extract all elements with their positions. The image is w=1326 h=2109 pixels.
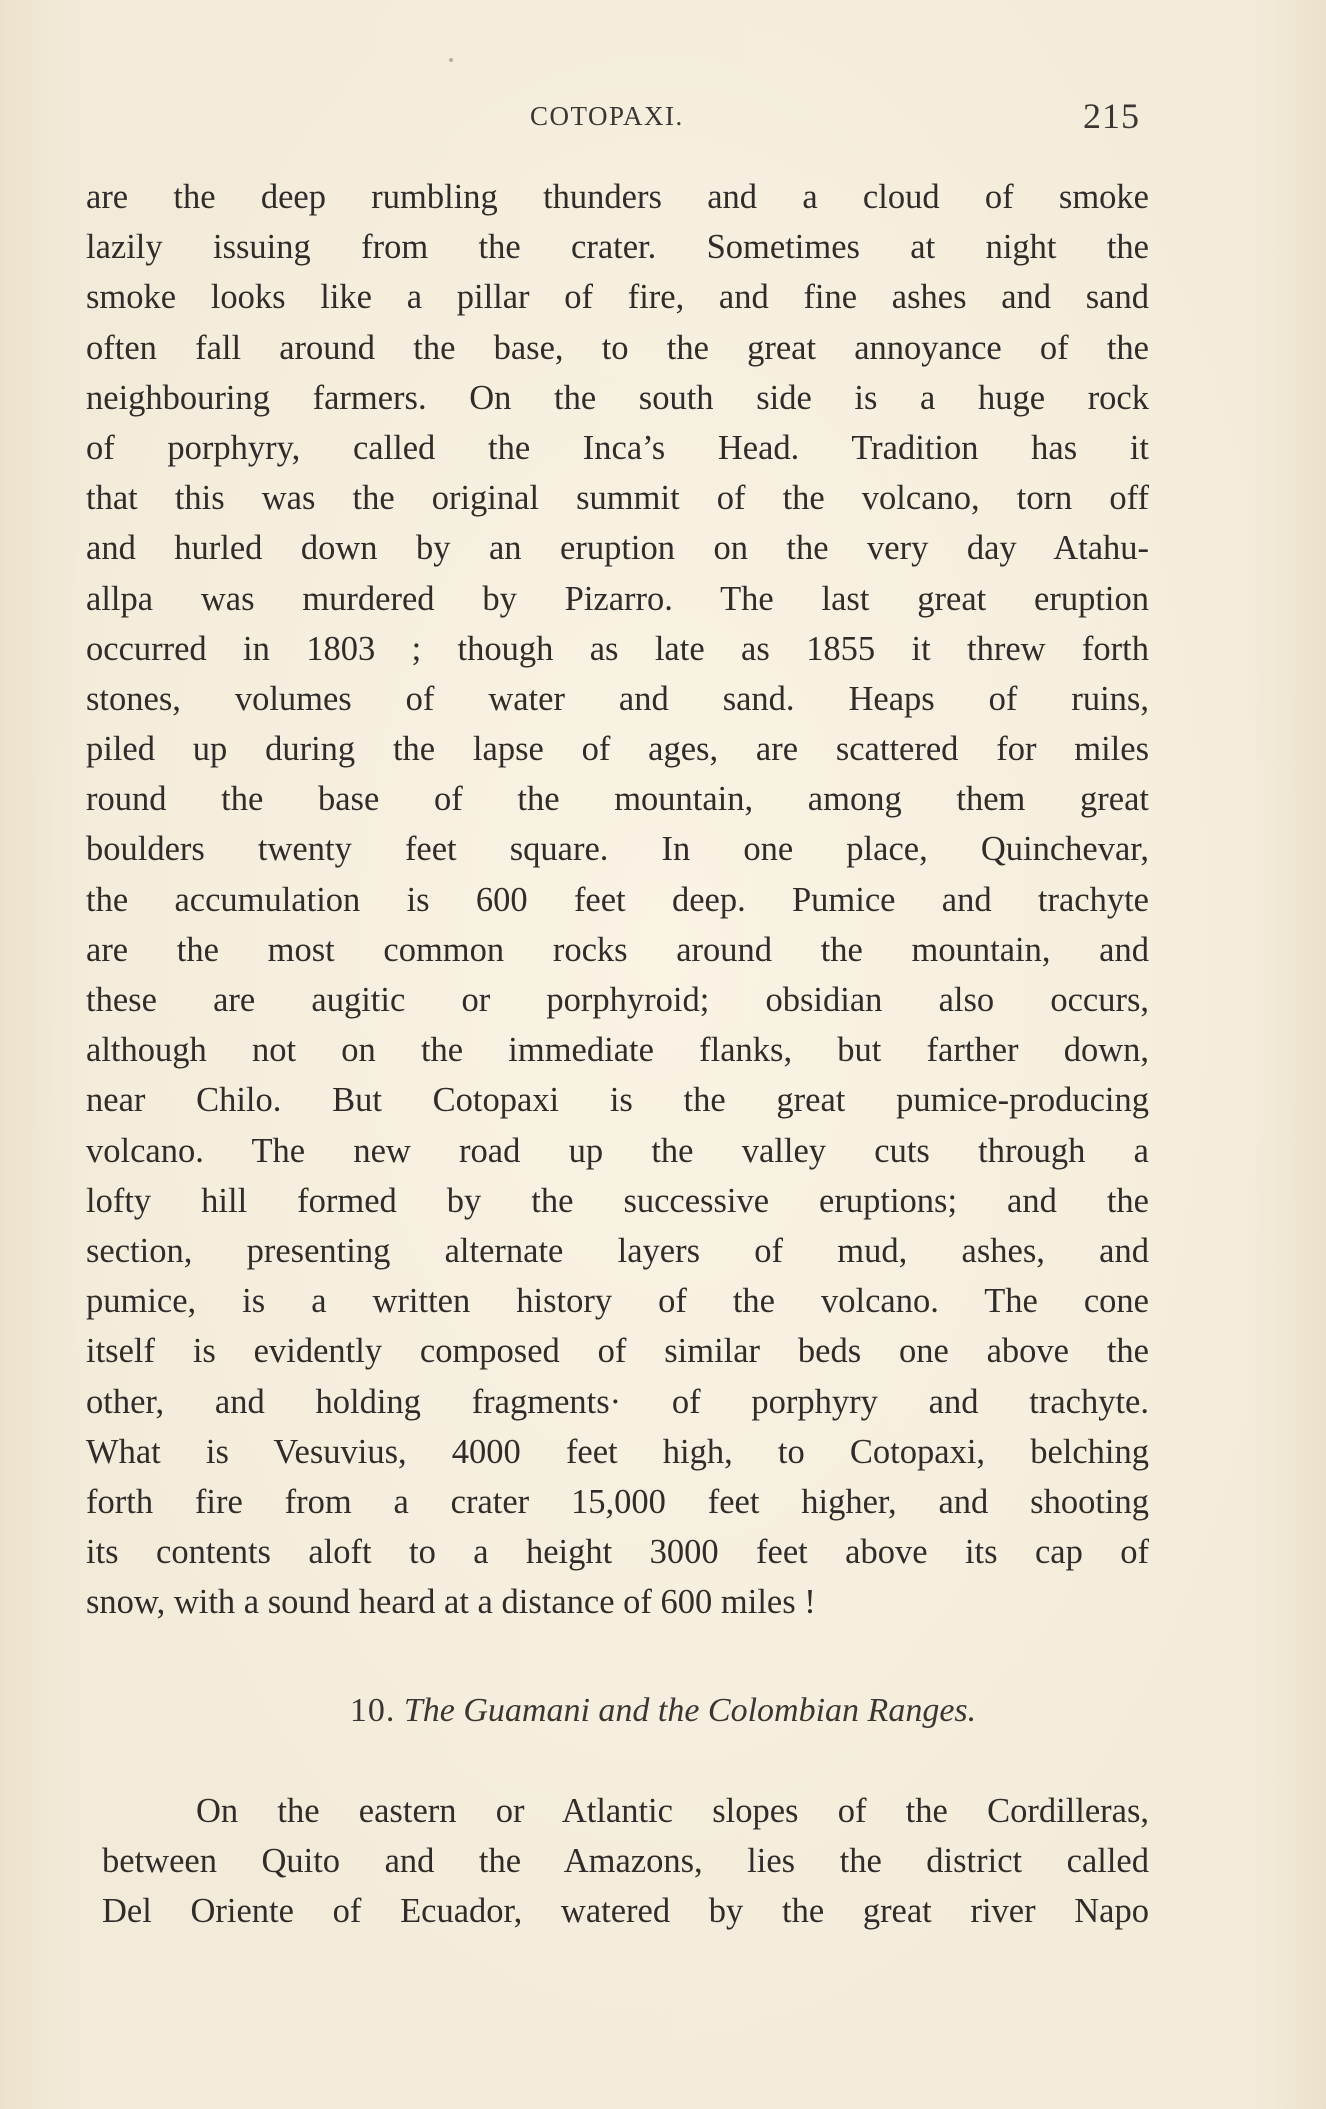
text-line: snow, with a sound heard at a distance of 600 miles ! <box>86 1583 816 1622</box>
text-line: are the most common rocks around the mountain, and <box>86 930 1149 969</box>
text-line: Del Oriente of Ecuador, watered by the great river Napo <box>102 1892 1149 1931</box>
text-line: occurred in 1803 ; though as late as 1855 it threw forth <box>86 629 1149 668</box>
section-heading <box>0 1692 1326 1730</box>
text-line: between Quito and the Amazons, lies the district called <box>102 1842 1149 1881</box>
text-line: On the eastern or Atlantic slopes of the Cordilleras, <box>196 1792 1149 1830</box>
text-line: stones, volumes of water and sand. Heaps of ruins, <box>86 679 1149 718</box>
text-line: often fall around the base, to the great annoyance of the <box>86 328 1149 367</box>
text-line: of porphyry, called the Inca’s Head. Tradition has it <box>86 428 1149 467</box>
text-line: the accumulation is 600 feet deep. Pumice and trachyte <box>86 880 1149 919</box>
text-line: other, and holding fragments· of porphyry and trachyte. <box>86 1382 1149 1421</box>
text-line: lazily issuing from the crater. Sometimes at night the <box>86 228 1149 267</box>
text-line: these are augitic or porphyroid; obsidian also occurs, <box>86 981 1149 1019</box>
text-line: pumice, is a written history of the volcano. The cone <box>86 1282 1149 1321</box>
text-line: itself is evidently composed of similar beds one above the <box>86 1332 1149 1371</box>
text-line: although not on the immediate flanks, but farther down, <box>86 1031 1149 1070</box>
paragraph-1 <box>86 172 1149 1627</box>
text-line: smoke looks like a pillar of fire, and fine ashes and sand <box>86 278 1149 317</box>
paper-speck <box>449 58 453 62</box>
text-line: that this was the original summit of the volcano, torn off <box>86 479 1149 518</box>
text-line: boulders twenty feet square. In one place, Quinchevar, <box>86 830 1149 869</box>
text-line: neighbouring farmers. On the south side is a huge rock <box>86 378 1149 417</box>
text-line: forth fire from a crater 15,000 feet higher, and shooting <box>86 1482 1149 1521</box>
page-number: 215 <box>1083 96 1140 136</box>
text-line: lofty hill formed by the successive eruptions; and the <box>86 1181 1149 1220</box>
text-line: round the base of the mountain, among them great <box>86 780 1149 819</box>
text-line: section, presenting alternate layers of mud, ashes, and <box>86 1231 1149 1270</box>
text-line: piled up during the lapse of ages, are scattered for miles <box>86 730 1149 769</box>
running-title: COTOPAXI. <box>530 101 684 131</box>
text-line: What is Vesuvius, 4000 feet high, to Cotopaxi, belching <box>86 1432 1149 1471</box>
text-line: are the deep rumbling thunders and a cloud of smoke <box>86 178 1149 216</box>
text-line: volcano. The new road up the valley cuts through a <box>86 1131 1149 1170</box>
text-line: allpa was murdered by Pizarro. The last great eruption <box>86 579 1149 618</box>
text-line: and hurled down by an eruption on the very day Atahu- <box>86 529 1149 568</box>
section-number: 10. <box>349 1692 396 1729</box>
text-line: near Chilo. But Cotopaxi is the great pumice-producing <box>86 1081 1149 1120</box>
running-head <box>530 95 1140 135</box>
paragraph-2 <box>102 1786 1149 1937</box>
text-line: its contents aloft to a height 3000 feet above its cap of <box>86 1533 1149 1572</box>
section-title: The Guamani and the Colombian Ranges. <box>403 1692 977 1729</box>
